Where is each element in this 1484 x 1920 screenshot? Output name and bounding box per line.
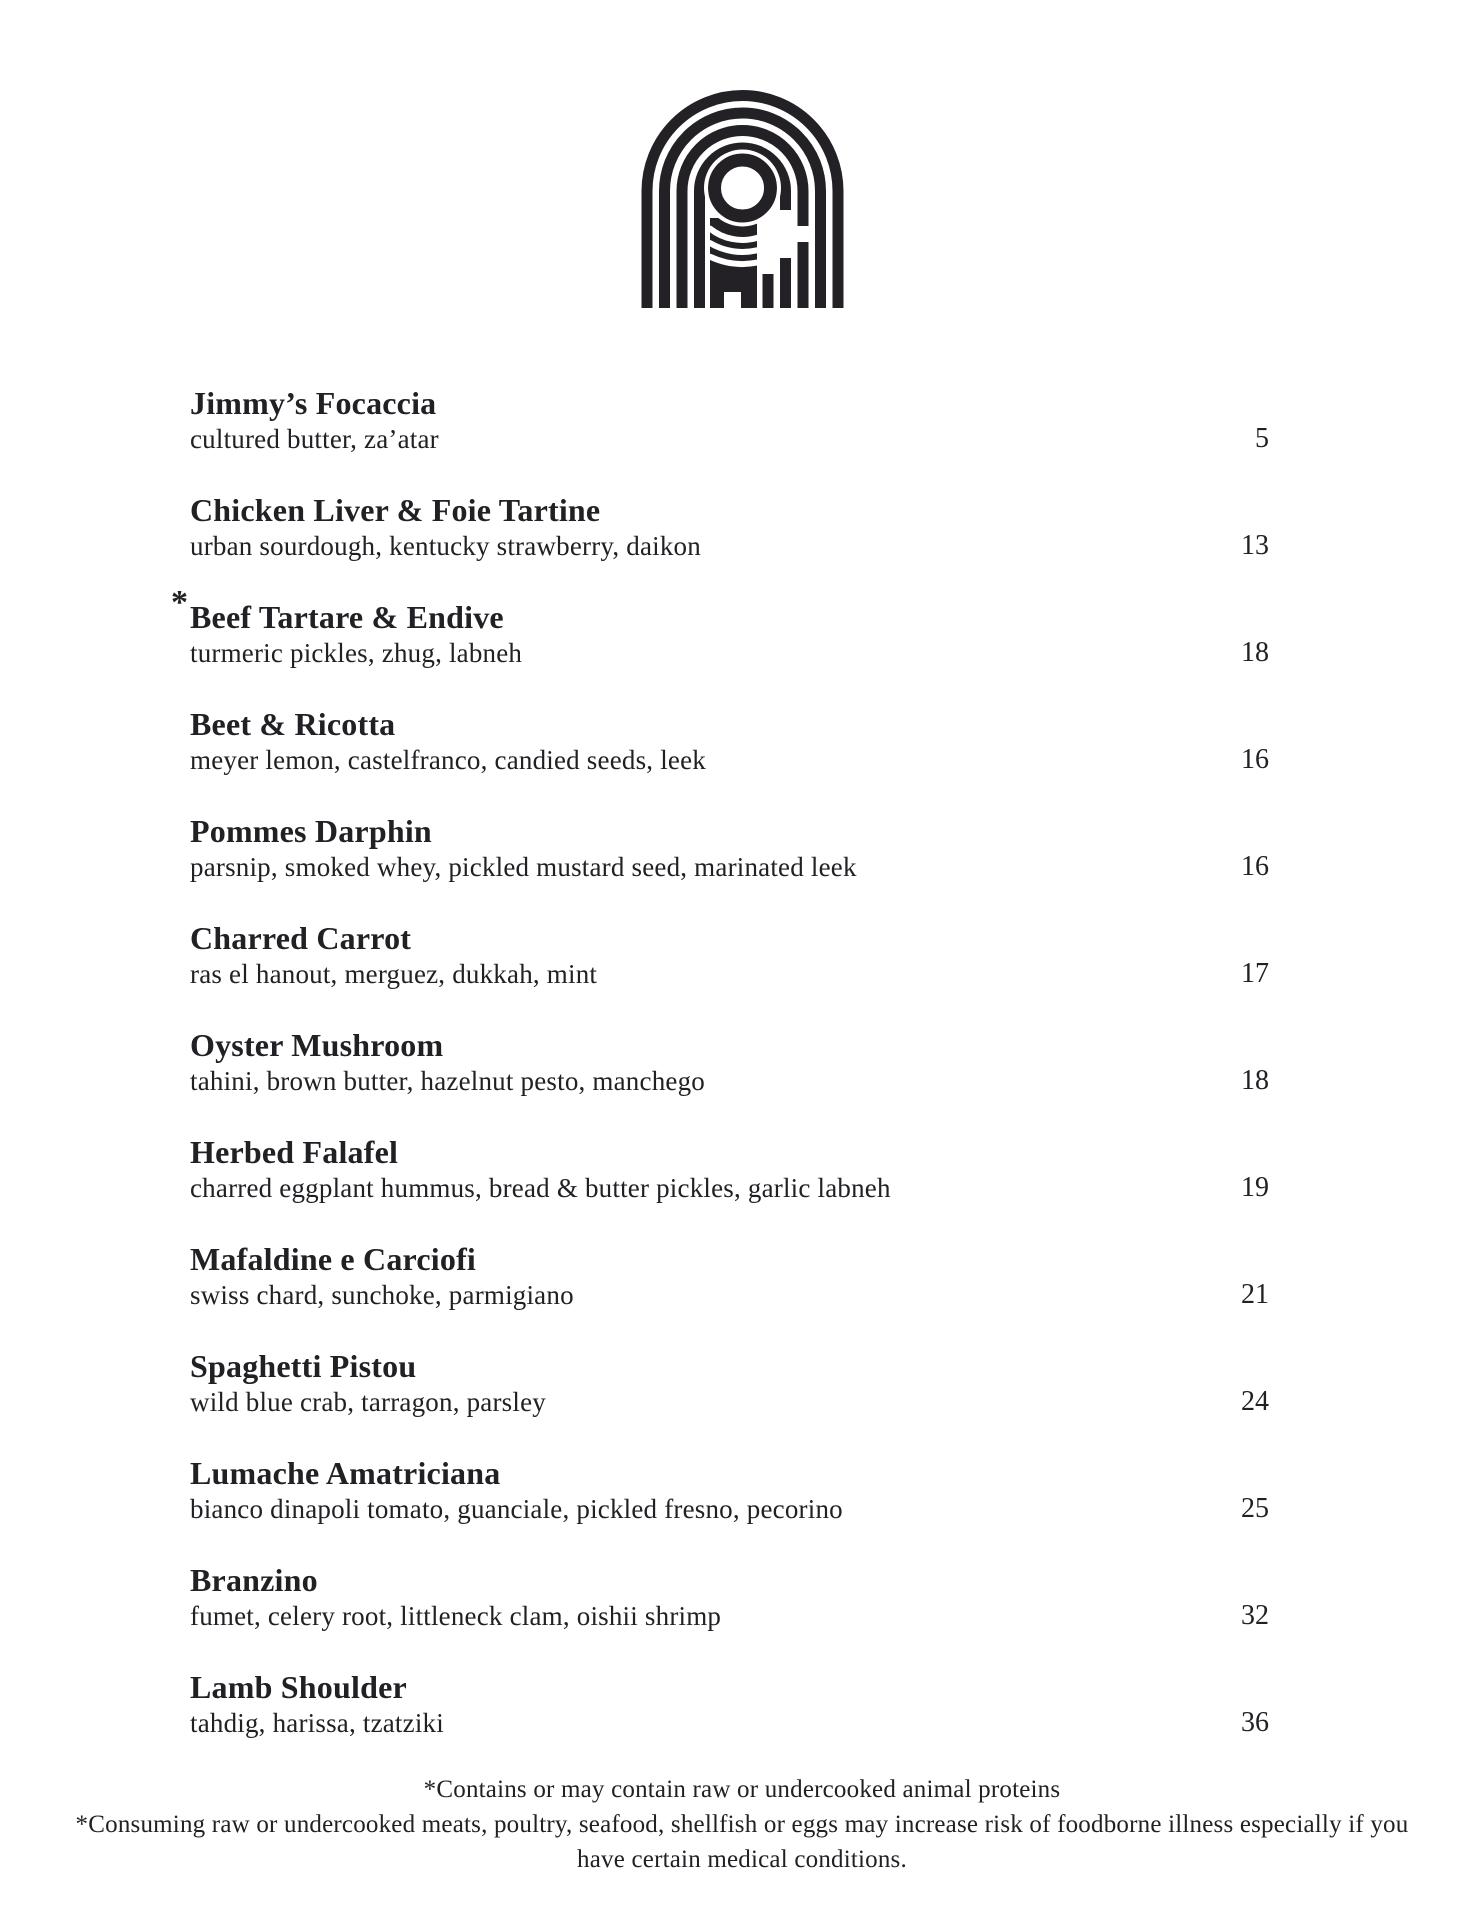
menu-footnotes	[0, 1772, 1484, 1877]
menu-item-title-row: *Beef Tartare & Endive	[171, 584, 504, 635]
menu-item-title-row	[190, 1561, 1241, 1599]
menu-item	[190, 1454, 1275, 1526]
menu-item-name: Jimmy’s Focaccia	[190, 385, 437, 421]
menu-item-price: 36	[1241, 1707, 1269, 1738]
menu-item-description: turmeric pickles, zhug, labneh	[190, 638, 523, 668]
consumer-advisory-note: *Consuming raw or undercooked meats, poultry, seafood, shellfish or eggs may increase risk of foodborne illness especially if you have certain medical conditions.	[75, 1811, 1409, 1873]
menu-item-name: Lumache Amatriciana	[190, 1455, 501, 1491]
menu-item-name: Pommes Darphin	[190, 813, 432, 849]
menu-item-description: tahini, brown butter, hazelnut pesto, manchego	[190, 1066, 705, 1096]
menu-item-price: 18	[1241, 1065, 1269, 1096]
menu-item-price: 17	[1241, 958, 1269, 989]
menu-item-text	[190, 1561, 1241, 1633]
menu-item-title-row	[190, 1133, 1241, 1171]
menu-item-description: swiss chard, sunchoke, parmigiano	[190, 1280, 574, 1310]
menu-item-price: 13	[1241, 530, 1269, 561]
menu-item-description: wild blue crab, tarragon, parsley	[190, 1387, 546, 1417]
menu-item-name: Beet & Ricotta	[190, 706, 396, 742]
menu-item-description: ras el hanout, merguez, dukkah, mint	[190, 959, 598, 989]
menu-item-text	[190, 919, 1241, 991]
raw-proteins-note: *Contains or may contain raw or undercooked animal proteins	[423, 1776, 1061, 1803]
menu-item-title-row	[190, 491, 1241, 529]
menu-item-price: 19	[1241, 1172, 1269, 1203]
menu-item	[190, 1561, 1275, 1633]
menu-item	[190, 705, 1275, 777]
menu-item	[171, 584, 1275, 670]
menu-item-title-row	[190, 1026, 1241, 1064]
menu-item-name: Chicken Liver & Foie Tartine	[190, 492, 601, 528]
menu-item-text	[171, 584, 1241, 670]
menu-item-price: 16	[1241, 744, 1269, 775]
menu-item-name: Branzino	[190, 1562, 318, 1598]
menu-item-price: 21	[1241, 1279, 1269, 1310]
menu-item-text	[190, 1454, 1241, 1526]
menu-item-description: urban sourdough, kentucky strawberry, daikon	[190, 531, 701, 561]
menu-item-title-row	[190, 812, 1241, 850]
menu-item-title-row	[190, 1347, 1241, 1385]
menu-item-price: 25	[1241, 1493, 1269, 1524]
menu-item	[190, 1668, 1275, 1740]
menu-item-text	[190, 705, 1241, 777]
menu-item-text	[190, 384, 1255, 456]
menu-item-description: tahdig, harissa, tzatziki	[190, 1708, 444, 1738]
menu-item-text	[190, 1240, 1241, 1312]
menu-item-text	[190, 1347, 1241, 1419]
menu-item-text	[190, 1026, 1241, 1098]
menu-item-text	[190, 491, 1241, 563]
menu-item-price: 5	[1255, 423, 1269, 454]
menu-item-text	[190, 812, 1241, 884]
menu-item-name: Beef Tartare & Endive	[190, 599, 504, 635]
menu-item	[190, 384, 1275, 456]
menu-item-description: parsnip, smoked whey, pickled mustard seed, marinated leek	[190, 852, 857, 882]
restaurant-logo-icon	[639, 90, 846, 308]
menu-item-text	[190, 1133, 1241, 1205]
menu-item-name: Charred Carrot	[190, 920, 412, 956]
menu-item-name: Oyster Mushroom	[190, 1027, 444, 1063]
menu-item	[190, 919, 1275, 991]
menu-item	[190, 812, 1275, 884]
menu-item	[190, 491, 1275, 563]
menu-item-text	[190, 1668, 1241, 1740]
menu-item-description: charred eggplant hummus, bread & butter pickles, garlic labneh	[190, 1173, 891, 1203]
menu-item-title-row	[190, 384, 1255, 422]
menu-item-name: Herbed Falafel	[190, 1134, 399, 1170]
menu-item-description: cultured butter, za’atar	[190, 424, 439, 454]
menu-item-description: bianco dinapoli tomato, guanciale, pickled fresno, pecorino	[190, 1494, 843, 1524]
menu-item-price: 18	[1241, 637, 1269, 668]
menu-item	[190, 1240, 1275, 1312]
menu-item	[190, 1026, 1275, 1098]
menu-list	[171, 384, 1275, 1775]
menu-item-title-row	[190, 1454, 1241, 1492]
menu-item	[190, 1133, 1275, 1205]
menu-item-title-row	[190, 919, 1241, 957]
menu-item-description: meyer lemon, castelfranco, candied seeds, leek	[190, 745, 706, 775]
menu-item-description: fumet, celery root, littleneck clam, oishii shrimp	[190, 1601, 722, 1631]
menu-item	[190, 1347, 1275, 1419]
logo	[0, 90, 1484, 308]
menu-item-title-row	[190, 1240, 1241, 1278]
menu-item-name: Mafaldine e Carciofi	[190, 1241, 477, 1277]
menu-item-title-row	[190, 705, 1241, 743]
menu-item-name: Spaghetti Pistou	[190, 1348, 417, 1384]
menu-item-price: 24	[1241, 1386, 1269, 1417]
menu-item-name: Lamb Shoulder	[190, 1669, 407, 1705]
menu-item-price: 32	[1241, 1600, 1269, 1631]
menu-item-price: 16	[1241, 851, 1269, 882]
menu-item-title-row	[190, 1668, 1241, 1706]
